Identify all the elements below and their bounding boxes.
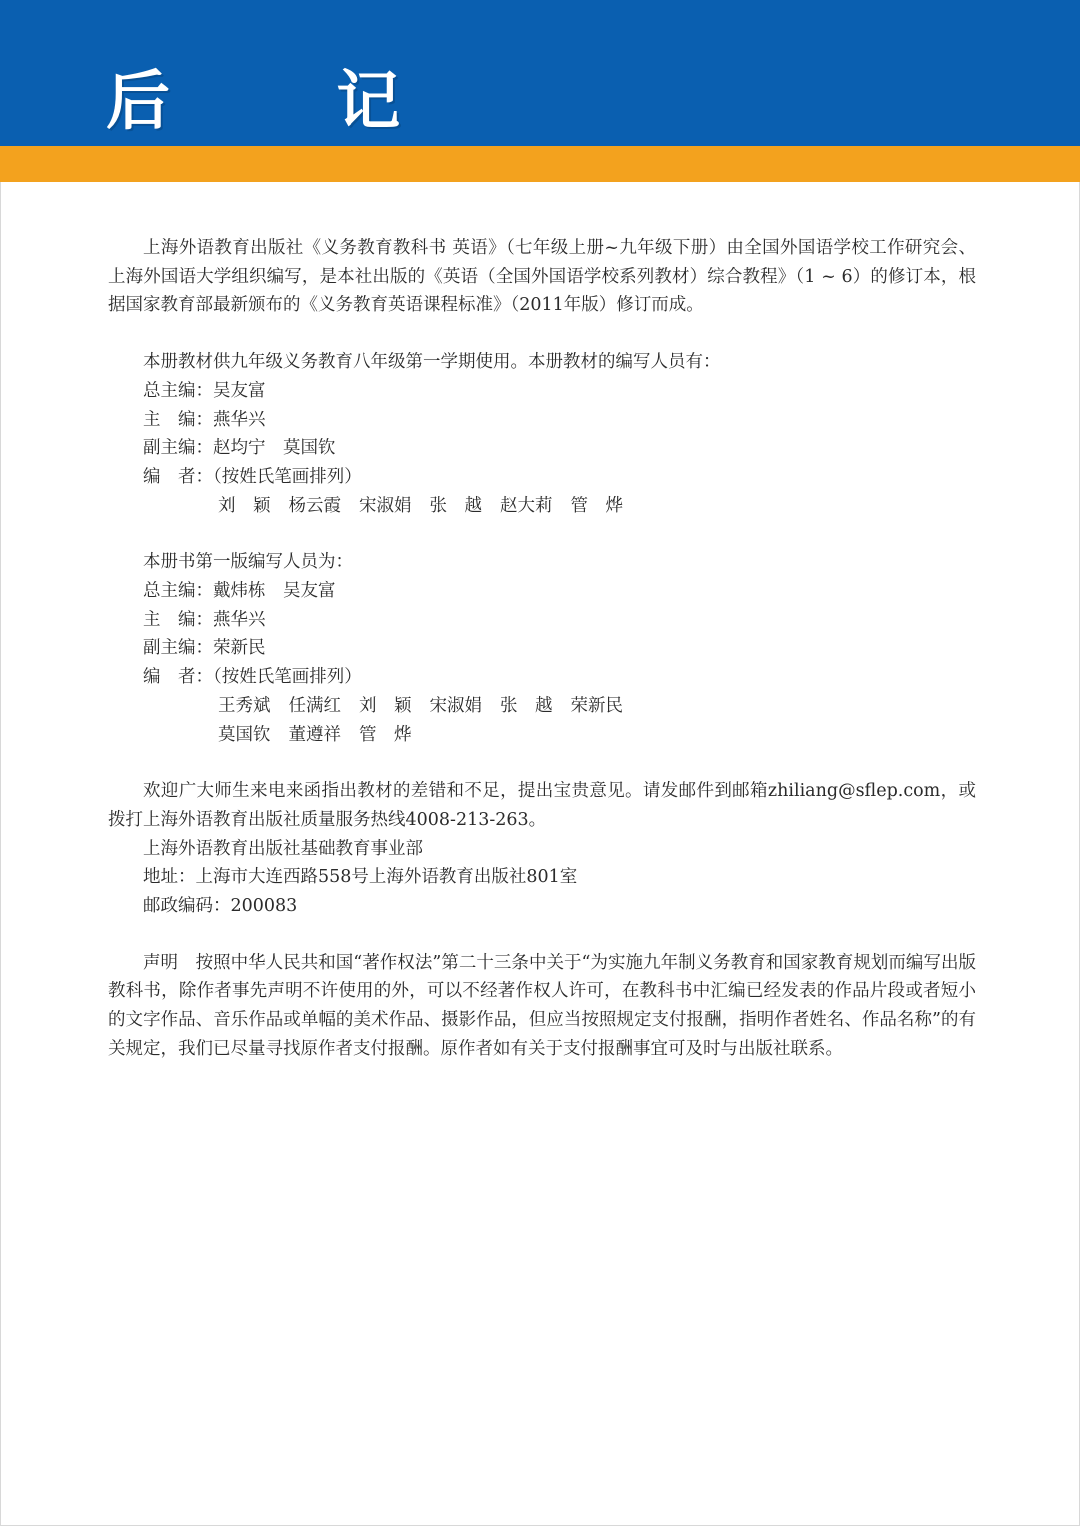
feedback-paragraph: 欢迎广大师生来电来函指出教材的差错和不足，提出宝贵意见。请发邮件到邮箱zhiliang@sflep.com，或拨打上海外语教育出版社质量服务热线4008-213-263。 [108, 781, 976, 830]
first-writers-list-1 [108, 692, 976, 721]
intro-paragraph: 上海外语教育出版社《义务教育教科书 英语》（七年级上册~九年级下册）由全国外国语学校工作研究会、上海外国语大学组织编写，是本社出版的《英语（全国外国语学校系列教材）综合教程》（1 ~ 6）的修订本，根据国家教育部最新颁布的《义务教育英语课程标准》（2011年版）修订而成。 [108, 238, 976, 316]
first-chief-editor: 总主编：戴炜栋 吴友富 [143, 581, 336, 602]
department-line: 上海外语教育出版社基础教育事业部 [143, 838, 423, 859]
current-chief-editor: 总主编：吴友富 [143, 380, 266, 401]
writer-name: 刘 颖 [218, 495, 271, 516]
writer-name: 张 越 [429, 495, 482, 516]
current-writers-label: 编 者：（按姓氏笔画排列） [143, 466, 362, 487]
writer-name: 张 越 [500, 695, 553, 716]
writer-name: 杨云霞 [288, 495, 341, 516]
current-deputy-editor: 副主编：赵均宁 莫国钦 [143, 438, 336, 459]
header-band [0, 0, 1080, 146]
address-line: 地址：上海市大连西路558号上海外语教育出版社801室 [143, 867, 578, 888]
first-editor: 主 编：燕华兴 [143, 609, 266, 630]
contact-info [108, 777, 976, 921]
first-deputy-editor: 副主编：荣新民 [143, 638, 266, 659]
writer-name: 宋淑娟 [359, 495, 412, 516]
first-edition-heading: 本册书第一版编写人员为： [143, 552, 353, 573]
current-edition-heading: 本册教材供九年级义务教育八年级第一学期使用。本册教材的编写人员有： [143, 352, 721, 373]
postcode-line: 邮政编码：200083 [143, 896, 298, 917]
afterword-content [108, 234, 976, 1064]
first-edition-credits [108, 548, 976, 749]
writer-name: 王秀斌 [218, 695, 271, 716]
current-edition-credits [108, 348, 976, 520]
writer-name: 刘 颖 [359, 695, 412, 716]
current-writers-list [108, 492, 976, 521]
writer-name: 莫国钦 [218, 724, 271, 745]
current-editor: 主 编：燕华兴 [143, 409, 266, 430]
writer-name: 荣新民 [570, 695, 623, 716]
accent-stripe [0, 146, 1080, 182]
writer-name: 管 烨 [359, 724, 412, 745]
writer-name: 任满红 [288, 695, 341, 716]
writer-name: 管 烨 [570, 495, 623, 516]
page-title: 后 记 [106, 64, 473, 139]
writer-name: 董遵祥 [288, 724, 341, 745]
writer-name: 赵大莉 [500, 495, 553, 516]
copyright-statement: 声明 按照中华人民共和国“著作权法”第二十三条中关于“为实施九年制义务教育和国家教育规划而编写出版教科书，除作者事先声明不许使用的外，可以不经著作权人许可，在教科书中汇编已经发表的作品片段或者短小的文字作品、音乐作品或单幅的美术作品、摄影作品，但应当按照规定支付报酬，指明作者姓名、作品名称”的有关规定，我们已尽量寻找原作者支付报酬。原作者如有关于支付报酬事宜可及时与出版社联系。 [108, 952, 976, 1059]
first-writers-label: 编 者：（按姓氏笔画排列） [143, 667, 362, 688]
writer-name: 宋淑娟 [429, 695, 482, 716]
first-writers-list-2 [108, 721, 976, 750]
